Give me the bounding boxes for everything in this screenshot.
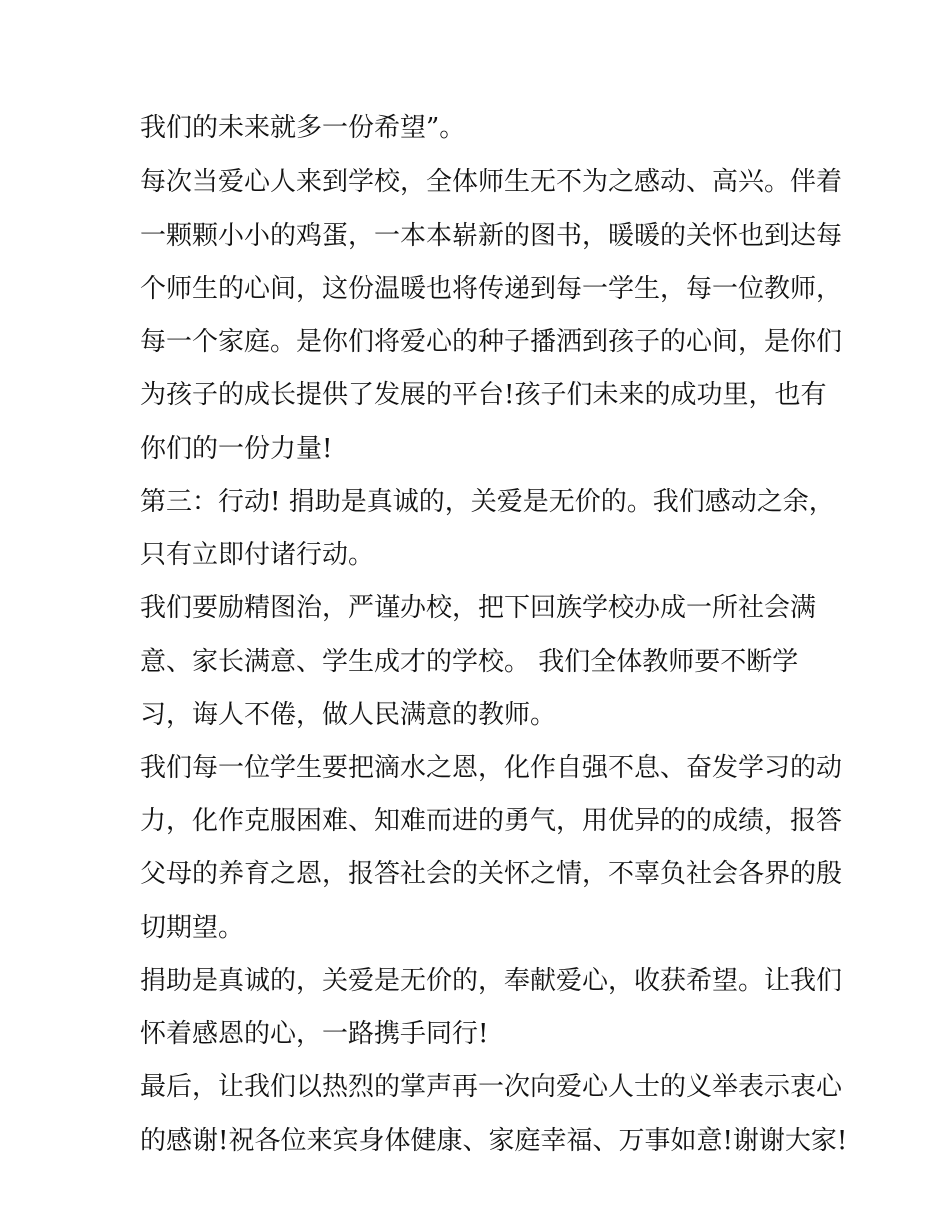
text-line: 我们的未来就多一份希望”。 bbox=[140, 113, 466, 143]
text-line: 每一个家庭。是你们将爱心的种子播洒到孩子的心间，是你们 bbox=[140, 327, 843, 357]
text-line: 个师生的心间，这份温暖也将传递到每一学生，每一位教师， bbox=[140, 274, 843, 304]
text-line: 只有立即付诸行动。 bbox=[140, 540, 375, 570]
text-line: 捐助是真诚的，关爱是无价的，奉献爱心，收获希望。让我们 bbox=[140, 966, 843, 996]
text-line: 意、家长满意、学生成才的学校。 我们全体教师要不断学 bbox=[140, 647, 799, 677]
text-line: 你们的一份力量! bbox=[140, 434, 333, 464]
text-line: 一颗颗小小的鸡蛋，一本本崭新的图书，暖暖的关怀也到达每 bbox=[140, 221, 843, 251]
text-line: 怀着感恩的心，一路携手同行! bbox=[140, 1019, 489, 1049]
text-line: 为孩子的成长提供了发展的平台!孩子们未来的成功里，也有 bbox=[140, 380, 827, 410]
text-line: 切期望。 bbox=[140, 913, 245, 943]
text-line: 力，化作克服困难、知难而进的勇气，用优异的的成绩，报答 bbox=[140, 806, 843, 836]
text-line: 第三：行动! 捐助是真诚的，关爱是无价的。我们感动之余， bbox=[140, 487, 835, 517]
text-line: 最后，让我们以热烈的掌声再一次向爱心人士的义举表示衷心 bbox=[140, 1072, 843, 1102]
text-line: 我们要励精图治，严谨办校，把下回族学校办成一所社会满 bbox=[140, 593, 817, 623]
text-line: 的感谢!祝各位来宾身体健康、家庭幸福、万事如意!谢谢大家! bbox=[140, 1126, 848, 1156]
text-line: 父母的养育之恩，报答社会的关怀之情，不辜负社会各界的殷 bbox=[140, 859, 843, 889]
text-line: 我们每一位学生要把滴水之恩，化作自强不息、奋发学习的动 bbox=[140, 753, 843, 783]
text-line: 每次当爱心人来到学校，全体师生无不为之感动、高兴。伴着 bbox=[140, 167, 843, 197]
text-line: 习，诲人不倦，做人民满意的教师。 bbox=[140, 700, 557, 730]
